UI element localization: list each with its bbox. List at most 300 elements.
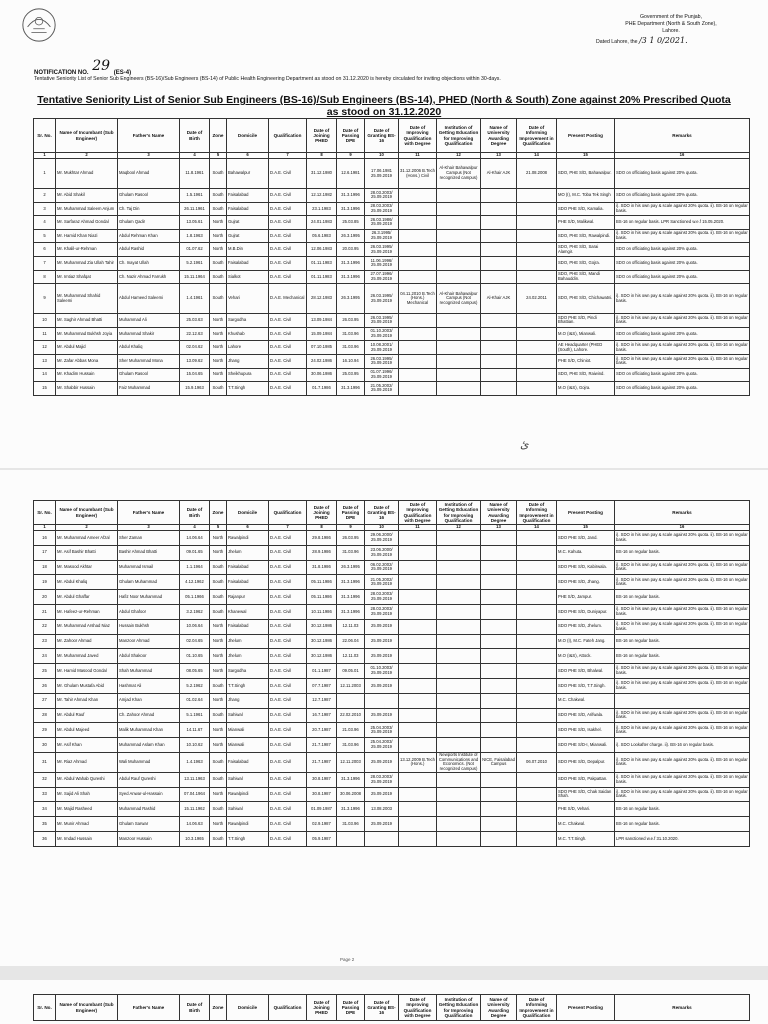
table-cell [517, 604, 557, 619]
table-cell: 32 [34, 772, 56, 787]
table-cell: 25.04.2003/ 25.09.2019 [365, 723, 399, 738]
table-cell: 12.11.03 [337, 649, 365, 664]
table-cell [399, 545, 437, 560]
column-header: Date of Granting BS-16 [365, 119, 399, 153]
table-cell: Ghulam Rasool [118, 189, 180, 203]
table-cell [481, 693, 517, 708]
table-cell: D.A.E. Civil [269, 634, 307, 649]
table-cell: Ch. Nazir Ahmad Farrukh [118, 270, 180, 284]
table-cell: SDO on officiating basis against 20% quota. [615, 368, 750, 382]
table-cell: 25.04.2003/ 25.09.2019 [365, 738, 399, 753]
table-row [34, 802, 750, 817]
table-cell: 26.3.1995 [337, 560, 365, 575]
table-cell: D.A.E. Civil [269, 531, 307, 546]
table-cell: Muhammad Ismail [118, 560, 180, 575]
table-cell: 14.06.63 [180, 817, 210, 832]
table-cell: 13.08.2003 [365, 802, 399, 817]
table-cell: 31.3.1996 [337, 772, 365, 787]
table-cell: D.A.E. Civil [269, 693, 307, 708]
table-cell: SDO, PHE S/D, Rawalpindi. [557, 229, 615, 243]
table-cell: BS-16 on regular basis. [615, 590, 750, 605]
table-cell [517, 229, 557, 243]
table-cell: 9 [34, 284, 56, 314]
table-cell: 25.09.2019 [365, 817, 399, 832]
table-cell: Faisalabad [227, 560, 269, 575]
table-cell: 23.1.1983 [307, 202, 337, 216]
table-cell: 33 [34, 787, 56, 802]
table-cell: Lahore [227, 341, 269, 355]
table-cell [517, 531, 557, 546]
table-cell: 01.10.65 [180, 649, 210, 664]
table-cell: SDO PHE S/D, Kabirwala. [557, 560, 615, 575]
table-cell [481, 545, 517, 560]
table-cell: Ghulam Qadir [118, 216, 180, 230]
table-cell: SDO on officiating basis against 20% quota. [615, 270, 750, 284]
table-cell [399, 772, 437, 787]
column-number: 2 [56, 153, 118, 159]
table-cell: SDO PHE S/D, Jhang. [557, 575, 615, 590]
column-number: 5 [210, 153, 227, 159]
table-cell: 27 [34, 693, 56, 708]
table-cell: 21.05.2002/ 25.09.2019 [365, 575, 399, 590]
table-cell: SDO PHE S/D, Pindi Bhattian. [557, 314, 615, 328]
table-row [34, 354, 750, 368]
table-cell [615, 693, 750, 708]
table-cell: 01.02.64 [180, 693, 210, 708]
table-cell [399, 243, 437, 257]
table-cell: Mr. Muhammad Ameer Afzal [56, 531, 118, 546]
table-cell [437, 664, 481, 679]
table-cell: 13.05.61 [180, 216, 210, 230]
table-cell: 25.09.2019 [365, 634, 399, 649]
table-cell: 28.03.2003/ 25.09.2019 [365, 772, 399, 787]
table-cell: Sargodha [227, 664, 269, 679]
column-header: Qualification [269, 995, 307, 1021]
table-cell: 31.12.2006 B.Tech (Hons.) Civil [399, 159, 437, 189]
table-cell: Mr. Hafeez-ur-Rehman [56, 604, 118, 619]
table-cell: 09.01.65 [180, 545, 210, 560]
table-cell: Al-Khair AJK [481, 159, 517, 189]
table-row [34, 382, 750, 396]
table-cell: 01.11.1983 [307, 256, 337, 270]
table-cell: Mr. Ghulam Mustafa Abid [56, 678, 118, 693]
table-row [34, 678, 750, 693]
column-header: Name of University Awarding Degree [481, 119, 517, 153]
column-header: Name of University Awarding Degree [481, 501, 517, 525]
table-cell: Mr. Khalil-ur-Rehman [56, 243, 118, 257]
table-cell: 29.8.1986 [307, 531, 337, 546]
office-line-1: Government of the Punjab, [640, 14, 702, 20]
table-cell: D.A.E. Civil [269, 817, 307, 832]
table-cell: i). SDO in his own pay & scale against 20% quota. ii). BS-16 on regular basis. [615, 575, 750, 590]
table-cell: 6 [34, 243, 56, 257]
table-cell [517, 831, 557, 846]
table-cell: 22.06.04 [337, 634, 365, 649]
table-cell [481, 560, 517, 575]
table-cell [399, 649, 437, 664]
table-cell [517, 664, 557, 679]
table-cell [481, 531, 517, 546]
table-cell [437, 708, 481, 723]
table-cell: PHE S/D, Vehari. [557, 802, 615, 817]
table-cell: North [210, 368, 227, 382]
table-cell: 4 [34, 216, 56, 230]
table-cell: 28 [34, 708, 56, 723]
table-cell: 11.8.1961 [180, 159, 210, 189]
table-cell [481, 216, 517, 230]
notification-num: 29 [92, 58, 111, 74]
column-number: 11 [399, 153, 437, 159]
table-cell [481, 664, 517, 679]
table-cell: Vehari [227, 284, 269, 314]
table-cell [437, 678, 481, 693]
table-cell [437, 649, 481, 664]
table-cell: Al-Khair Bahawalpur Campus (Not recognized campus) [437, 284, 481, 314]
table-cell: PHE S/D, Jampur. [557, 590, 615, 605]
table-cell [517, 723, 557, 738]
table-cell [517, 787, 557, 802]
table-cell: Abdul Ghafoor [118, 604, 180, 619]
table-cell: 8 [34, 270, 56, 284]
table-cell: South [210, 802, 227, 817]
table-cell: 21 [34, 604, 56, 619]
column-header: Remarks [615, 119, 750, 153]
table-cell: D.A.E. Civil [269, 243, 307, 257]
table-cell: 25.09.2019 [365, 752, 399, 772]
table-cell: 12.12.1982 [307, 189, 337, 203]
table-cell [437, 590, 481, 605]
table-cell [517, 590, 557, 605]
table-cell: 04.11.2010 B.Tech (Hons.) Mechanical [399, 284, 437, 314]
table-cell: Mr. Muhammad Saleem Anjum [56, 202, 118, 216]
column-header: Zone [210, 119, 227, 153]
table-cell: 31.3.1996 [337, 189, 365, 203]
table-cell: North [210, 634, 227, 649]
table-cell: Mr. Hamid Masood Gondal [56, 664, 118, 679]
table-cell: North [210, 341, 227, 355]
table-cell: Mr. Asif Bashir Bhatti [56, 545, 118, 560]
column-header: Institution of Getting Education for Improving Qualification [437, 119, 481, 153]
table-cell: 31.3.1996 [337, 270, 365, 284]
table-cell: i). SDO in his own pay & scale against 20% quota. ii). BS-16 on regular basis. [615, 787, 750, 802]
table-cell [399, 634, 437, 649]
government-emblem-icon [20, 6, 58, 44]
table-cell: 11.06.1996/ 25.09.2019 [365, 256, 399, 270]
table-cell: 02.9.1987 [307, 817, 337, 832]
table-cell: 01.11.1983 [307, 270, 337, 284]
table-cell: Muhammad Rashid [118, 802, 180, 817]
table-cell: SDO, PHE S/D, Bahawalpur. [557, 159, 615, 189]
table-cell [481, 590, 517, 605]
table-cell: North [210, 314, 227, 328]
table-cell [481, 649, 517, 664]
table-cell: M.O (I), M.C. Fateh Jang. [557, 634, 615, 649]
table-cell [481, 354, 517, 368]
table-cell: 16.7.1987 [307, 708, 337, 723]
table-cell: D.A.E. Civil [269, 575, 307, 590]
table-cell: 31.03.96 [337, 545, 365, 560]
table-cell: Sher Muhammad Mona [118, 354, 180, 368]
table-cell [517, 189, 557, 203]
table-cell: T.T.Singh [227, 678, 269, 693]
table-cell: D.A.E. Civil [269, 752, 307, 772]
table-cell: D.A.E. Civil [269, 802, 307, 817]
table-cell: Manzoor Ahmad [118, 634, 180, 649]
table-cell [437, 604, 481, 619]
table-row [34, 708, 750, 723]
table-cell: Mr. Asif Khan [56, 738, 118, 753]
table-cell: South [210, 270, 227, 284]
table-cell [337, 693, 365, 708]
table-cell [437, 243, 481, 257]
table-cell: North [210, 787, 227, 802]
table-cell [481, 619, 517, 634]
table-cell [481, 314, 517, 328]
table-cell: SDO on officiating basis against 20% quota. [615, 256, 750, 270]
table-cell: 34 [34, 802, 56, 817]
table-cell: Mr. Riaz Ahmad [56, 752, 118, 772]
column-number: 2 [56, 525, 118, 531]
table-cell: Gujrat [227, 216, 269, 230]
table-cell [481, 270, 517, 284]
table-cell: 15.11.1962 [180, 802, 210, 817]
table-cell: Jhelum [227, 649, 269, 664]
seniority-table-page-2 [33, 500, 750, 847]
table-row [34, 831, 750, 846]
table-cell: 22.02.2010 [337, 708, 365, 723]
table-cell [517, 708, 557, 723]
column-number: 16 [615, 153, 750, 159]
table-cell: D.A.E. Civil [269, 723, 307, 738]
table-row [34, 229, 750, 243]
table-cell [481, 723, 517, 738]
table-cell [399, 738, 437, 753]
table-cell: 36 [34, 831, 56, 846]
table-cell: 15.11.1964 [180, 270, 210, 284]
table-cell [481, 243, 517, 257]
table-cell: i). SDO in his own pay & scale against 20% quota. ii). BS-16 on regular basis. [615, 723, 750, 738]
table-row [34, 604, 750, 619]
table-cell: 01.07.62 [180, 243, 210, 257]
column-number: 4 [180, 153, 210, 159]
table-cell: 12.11.2003 [337, 678, 365, 693]
column-header: Qualification [269, 119, 307, 153]
table-cell: 1.8.1963 [180, 229, 210, 243]
table-cell: 05.6.1983 [307, 229, 337, 243]
table-cell [517, 545, 557, 560]
table-cell [399, 202, 437, 216]
table-cell: 5 [34, 229, 56, 243]
title-line-2: as stood on 31.12.2020 [326, 106, 442, 118]
seniority-table-page-3-header [33, 994, 750, 1021]
table-cell [437, 270, 481, 284]
table-cell: Wali Muhammad [118, 752, 180, 772]
table-cell: Sahiwal [227, 802, 269, 817]
table-cell: i). SDO in his own pay & scale against 20% quota. ii). BS-16 on regular basis. [615, 531, 750, 546]
table-cell: 13.09.1984 [307, 314, 337, 328]
table-cell [437, 202, 481, 216]
table-cell: SDO PHE S/D, T.T.Singh. [557, 678, 615, 693]
table-cell: BS-16 on regular basis. LPR Sanctioned w.e.f 15.05.2020. [615, 216, 750, 230]
table-cell [399, 590, 437, 605]
table-cell: 31.8.1986 [307, 560, 337, 575]
table-cell: M.B.Din [227, 243, 269, 257]
table-cell: South [210, 752, 227, 772]
table-cell [437, 354, 481, 368]
table-cell: i). SDO in his own pay & scale against 20% quota. ii). BS-16 on regular basis. [615, 619, 750, 634]
table-cell: 26.3.1995/ 25.09.2019 [365, 229, 399, 243]
table-cell [399, 341, 437, 355]
document-title [0, 94, 768, 118]
table-cell: Mr. Hamid Khan Niazi [56, 229, 118, 243]
table-cell [481, 817, 517, 832]
table-cell: Mr. Masood Akhtar [56, 560, 118, 575]
table-cell: 01.10.2003/ 25.09.2019 [365, 327, 399, 341]
column-header: Date of Granting BS-16 [365, 995, 399, 1021]
table-cell: D.A.E. Civil [269, 256, 307, 270]
column-header: Qualification [269, 501, 307, 525]
column-number: 11 [399, 525, 437, 531]
column-header: Name of Incumbant (Sub Engineer) [56, 501, 118, 525]
table-cell: 14 [34, 368, 56, 382]
dated-label: Dated Lahore, the [596, 39, 638, 45]
table-cell: Bahawalpur [227, 159, 269, 189]
table-cell: SDO PHE S/D, Jand. [557, 531, 615, 546]
table-cell: North [210, 327, 227, 341]
table-cell: 25.09.2019 [365, 787, 399, 802]
column-header: Institution of Getting Education for Improving Qualification [437, 995, 481, 1021]
table-cell: Shah Muhammad [118, 664, 180, 679]
column-header: Present Posting [557, 501, 615, 525]
table-cell [517, 202, 557, 216]
table-cell [517, 270, 557, 284]
table-row [34, 738, 750, 753]
table-cell: 26.03.1995/ 25.09.2019 [365, 314, 399, 328]
table-cell: i). SDO in his own pay & scale against 20% quota. ii). BS-16 on regular basis. [615, 354, 750, 368]
table-cell: 1.1.1964 [180, 560, 210, 575]
table-cell [481, 368, 517, 382]
table-cell: D.A.E. Civil [269, 354, 307, 368]
table-cell: 22 [34, 619, 56, 634]
column-header: Father's Name [118, 995, 180, 1021]
column-header: Sr. No. [34, 995, 56, 1021]
table-cell: BS-16 on regular basis. [615, 545, 750, 560]
table-row [34, 327, 750, 341]
table-cell [517, 575, 557, 590]
table-cell: D.A.E. Civil [269, 216, 307, 230]
office-address [596, 14, 746, 46]
page-3 [0, 980, 768, 1024]
table-cell: Mr. Sajid Ali Shah [56, 787, 118, 802]
table-cell: Rawalpindi [227, 817, 269, 832]
column-number: 12 [437, 153, 481, 159]
table-row [34, 693, 750, 708]
column-header: Name of University Awarding Degree [481, 995, 517, 1021]
table-cell: 28.9.1986 [307, 545, 337, 560]
table-cell: D.A.E. Civil [269, 738, 307, 753]
table-cell [399, 831, 437, 846]
table-row [34, 723, 750, 738]
column-header: Father's Name [118, 501, 180, 525]
table-cell: SDO, PHE S/D, Sarai Alamgir. [557, 243, 615, 257]
office-line-3: Lahore. [662, 28, 680, 34]
table-cell: North [210, 354, 227, 368]
table-cell: Jhang [227, 693, 269, 708]
table-cell: 25.03.63 [180, 314, 210, 328]
table-cell: SDO on officiating basis against 20% quota. [615, 382, 750, 396]
table-cell: SDO PHE S/D, Pakpattan. [557, 772, 615, 787]
table-cell: SDO PHE S/D, Depalpur. [557, 752, 615, 772]
table-cell: M.O (I&S), Attock. [557, 649, 615, 664]
table-cell: 15.04.65 [180, 368, 210, 382]
table-row [34, 649, 750, 664]
table-cell: 31.3.1996 [337, 382, 365, 396]
table-cell: 30 [34, 738, 56, 753]
table-cell [437, 189, 481, 203]
signature-mark: ئ [520, 438, 529, 451]
table-cell: 12.11.03 [337, 619, 365, 634]
table-cell: 01.09.1987 [307, 802, 337, 817]
table-cell [399, 708, 437, 723]
table-cell [399, 382, 437, 396]
table-row [34, 341, 750, 355]
table-cell: D.A.E. Civil [269, 368, 307, 382]
table-cell: Hussain Bukhsh [118, 619, 180, 634]
table-cell [481, 708, 517, 723]
table-cell: PHE S/D, Malikwal. [557, 216, 615, 230]
column-number: 1 [34, 153, 56, 159]
table-cell: 2 [34, 189, 56, 203]
table-cell: South [210, 560, 227, 575]
table-cell: Faisalabad [227, 256, 269, 270]
table-cell: i). SDO in his own pay & scale against 20% quota. ii). BS-16 on regular basis. [615, 560, 750, 575]
table-cell [481, 678, 517, 693]
table-cell [437, 327, 481, 341]
table-row [34, 590, 750, 605]
table-cell: Sheikhupura [227, 368, 269, 382]
table-row [34, 270, 750, 284]
table-row [34, 752, 750, 772]
table-cell: South [210, 772, 227, 787]
table-cell: M.O (I&S), Mianwali. [557, 327, 615, 341]
table-cell: i). SDO Lookafter charge. ii). BS-16 on regular basis. [615, 738, 750, 753]
table-cell: D.A.E. Civil [269, 229, 307, 243]
table-cell [399, 327, 437, 341]
table-cell: 06.02.2002/ 25.09.2019 [365, 560, 399, 575]
table-cell [437, 802, 481, 817]
table-cell: 24 [34, 649, 56, 664]
table-cell [481, 327, 517, 341]
table-cell [517, 560, 557, 575]
column-header: Remarks [615, 501, 750, 525]
column-header: Present Posting [557, 119, 615, 153]
table-cell: Mianwali [227, 723, 269, 738]
table-cell: SDO PHE S/D, Chak Saidan Shah. [557, 787, 615, 802]
table-cell: South [210, 256, 227, 270]
office-line-2: PHE Department (North & South Zone), [625, 21, 717, 27]
column-header: Present Posting [557, 995, 615, 1021]
table-cell: 30.12.1986 [307, 634, 337, 649]
table-cell: 05.11.1986 [307, 590, 337, 605]
table-cell: 17.06.1981 25.09.2019 [365, 159, 399, 189]
table-cell: Mr. Majid Rasheed [56, 802, 118, 817]
column-header: Date of Birth [180, 119, 210, 153]
table-cell: 31.3.1996 [337, 256, 365, 270]
column-header: Domicile [227, 995, 269, 1021]
table-cell: MO (I), M.C. Toba Tek Singh [557, 189, 615, 203]
table-cell: Mr. Mukhtar Ahmad [56, 159, 118, 189]
column-header: Remarks [615, 995, 750, 1021]
